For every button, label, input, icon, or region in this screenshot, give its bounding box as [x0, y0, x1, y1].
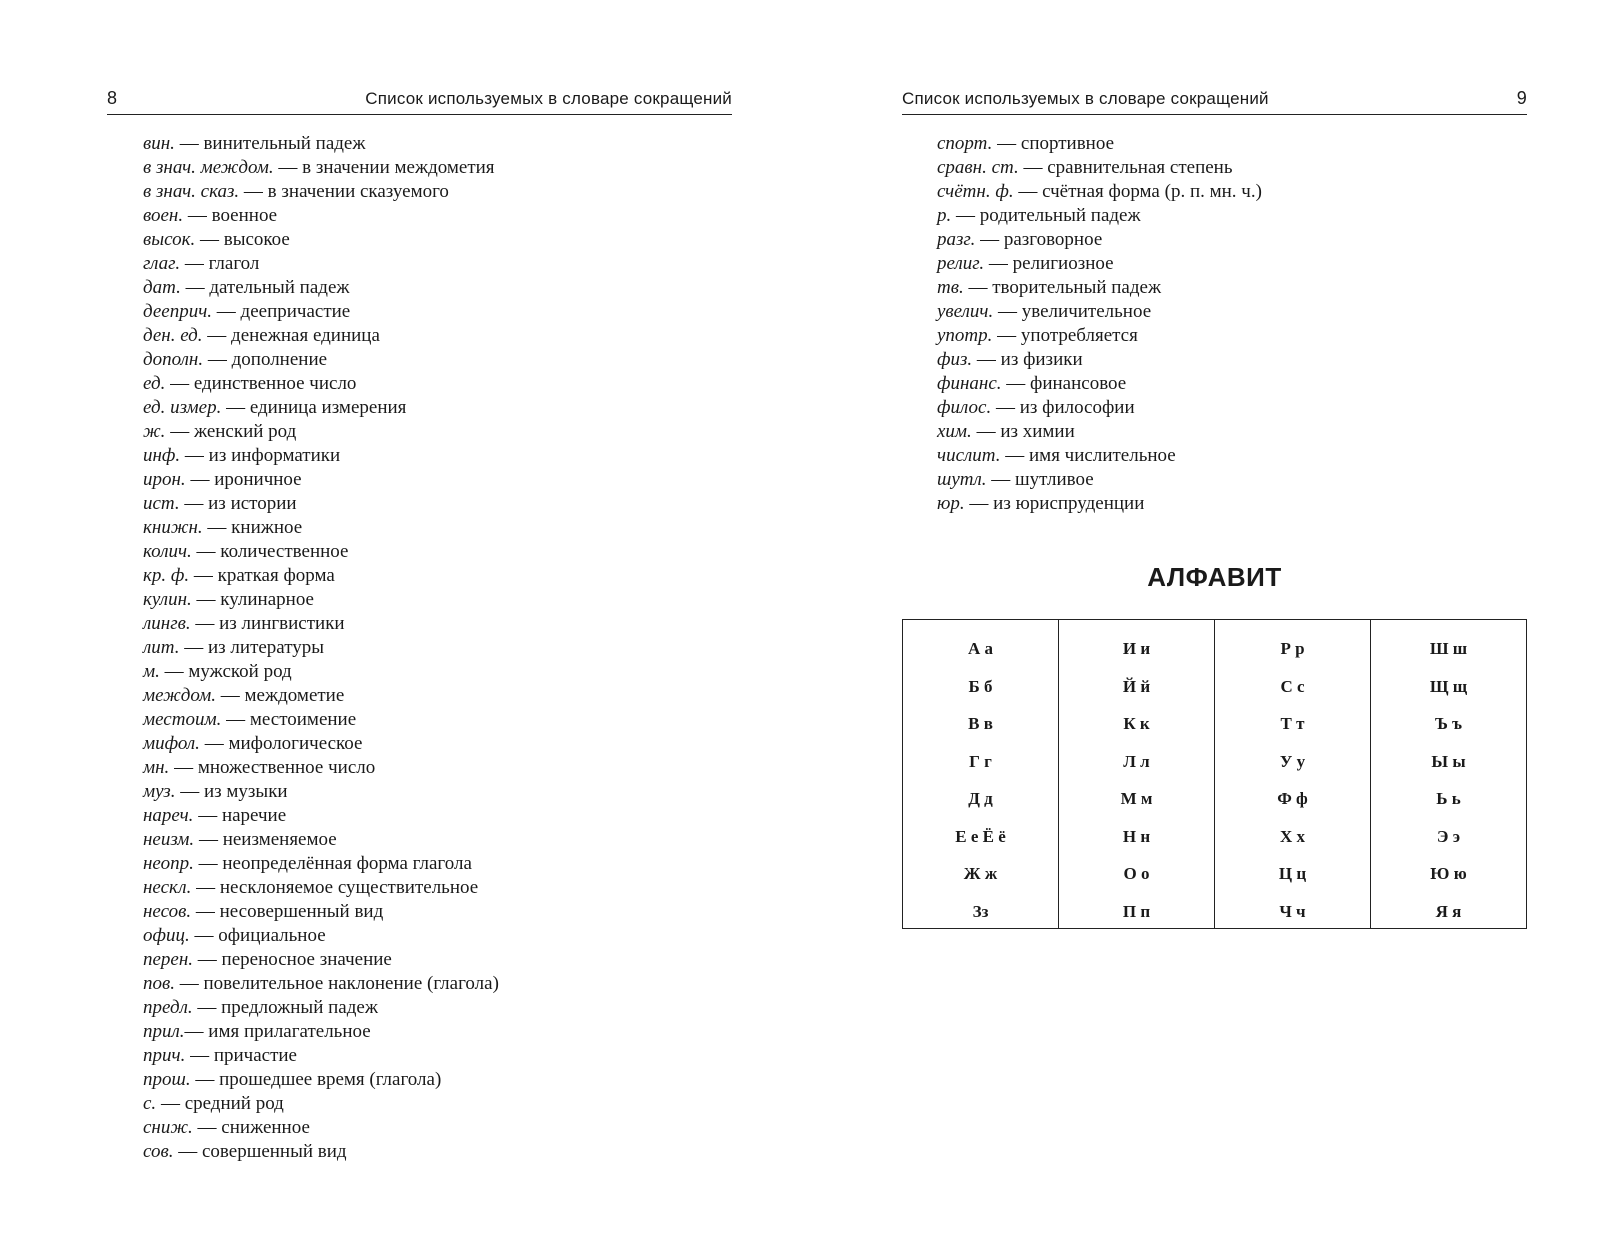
abbreviation-definition: — неопределённая форма глагола: [193, 853, 472, 874]
abbreviation-term: числит.: [937, 445, 1001, 466]
abbreviation-definition: — винительный падеж: [174, 133, 366, 154]
abbreviation-definition: — из физики: [972, 349, 1083, 370]
abbreviation-term: офиц.: [143, 925, 190, 946]
abbreviation-entry: [937, 204, 1557, 228]
abbreviation-term: прош.: [143, 1069, 191, 1090]
abbreviation-term: сравн. ст.: [937, 157, 1019, 178]
abbreviation-entry: [937, 156, 1557, 180]
abbreviation-definition: — деепричастие: [212, 301, 351, 322]
abbreviation-entry: [937, 348, 1557, 372]
alphabet-letter-pair: Щ щ: [1429, 676, 1468, 696]
page-number: 8: [107, 88, 118, 108]
abbreviation-definition: — высокое: [195, 229, 290, 250]
abbreviation-term: междом.: [143, 685, 217, 706]
abbreviation-definition: — из химии: [971, 421, 1075, 442]
abbreviation-entry: [143, 612, 763, 636]
abbreviation-definition: — из лингвистики: [190, 613, 345, 634]
alphabet-letter-pair: Б б: [968, 676, 993, 696]
abbreviation-term: счётн. ф.: [937, 181, 1014, 202]
abbreviation-entry: [143, 540, 763, 564]
abbreviation-definition: — женский род: [165, 421, 297, 442]
abbreviation-definition: — несклоняемое существительное: [191, 877, 479, 898]
abbreviation-entry: [937, 420, 1557, 444]
abbreviation-term: мн.: [143, 757, 170, 778]
abbreviation-definition: — несовершенный вид: [191, 901, 384, 922]
abbreviation-term: разг.: [937, 229, 976, 250]
alphabet-letter-pair: Е е Ё ё: [955, 826, 1006, 846]
abbreviation-definition: — имя числительное: [1000, 445, 1176, 466]
alphabet-letter-pair: Ч ч: [1279, 901, 1306, 921]
abbreviation-entry: [143, 1044, 763, 1068]
abbreviation-term: спорт.: [937, 133, 993, 154]
abbreviation-term: тв.: [937, 277, 964, 298]
abbreviation-term: ден. ед.: [143, 325, 203, 346]
abbreviation-term: сов.: [143, 1141, 174, 1162]
abbreviation-entry: [143, 924, 763, 948]
running-head: [902, 84, 1527, 115]
abbreviation-entry: [143, 396, 763, 420]
abbreviation-entry: [143, 420, 763, 444]
abbreviation-entry: [143, 732, 763, 756]
abbreviation-entry: [143, 852, 763, 876]
alphabet-heading: АЛФАВИТ: [1147, 562, 1282, 592]
abbreviation-term: глаг.: [143, 253, 181, 274]
alphabet-letter-pair: О о: [1123, 864, 1150, 883]
abbreviation-term: муз.: [143, 781, 176, 802]
abbreviation-term: р.: [937, 205, 952, 226]
abbreviation-definition: — книжное: [202, 517, 303, 538]
abbreviation-definition: — счётная форма (р. п. мн. ч.): [1013, 181, 1262, 202]
abbreviation-definition: — ироничное: [185, 469, 302, 490]
alphabet-letter-pair: Ь ь: [1436, 789, 1461, 808]
abbreviation-term: лит.: [143, 637, 180, 658]
abbreviation-term: вин.: [143, 133, 175, 154]
abbreviation-entry: [143, 444, 763, 468]
abbreviation-term: неизм.: [143, 829, 195, 850]
abbreviation-entry: [143, 348, 763, 372]
right-page: [810, 0, 1620, 1258]
abbreviation-definition: — сниженное: [192, 1117, 310, 1138]
abbreviation-entry: [143, 132, 763, 156]
abbreviation-entry: [143, 1116, 763, 1140]
abbreviation-entry: [143, 300, 763, 324]
abbreviation-entry: [143, 492, 763, 516]
abbreviation-definition: — краткая форма: [189, 565, 335, 586]
abbreviation-entry: [143, 276, 763, 300]
abbreviation-term: нареч.: [143, 805, 194, 826]
abbreviation-term: религ.: [937, 253, 985, 274]
abbreviation-term: физ.: [937, 349, 973, 370]
abbreviation-term: колич.: [143, 541, 192, 562]
abbreviation-term: ед. измер.: [143, 397, 222, 418]
abbreviation-definition: — шутливое: [986, 469, 1094, 490]
abbreviation-entry: [143, 780, 763, 804]
page-number: 9: [1516, 88, 1527, 108]
abbreviation-term: финанс.: [937, 373, 1002, 394]
abbreviation-entry: [937, 132, 1557, 156]
alphabet-letter-pair: Ф ф: [1277, 789, 1308, 808]
alphabet-letter-pair: Ы ы: [1431, 751, 1466, 771]
abbreviation-entry: [143, 756, 763, 780]
abbreviation-term: инф.: [143, 445, 181, 466]
abbreviation-entry: [143, 228, 763, 252]
abbreviation-entry: [937, 252, 1557, 276]
alphabet-letter-pair: Д д: [968, 789, 993, 808]
abbreviation-term: хим.: [937, 421, 972, 442]
abbreviation-entry: [143, 828, 763, 852]
abbreviation-term: воен.: [143, 205, 184, 226]
abbreviation-entry: [143, 1092, 763, 1116]
abbreviation-term: лингв.: [143, 613, 191, 634]
abbreviation-term: дееприч.: [143, 301, 213, 322]
abbreviation-entry: [143, 252, 763, 276]
abbreviation-entry: [143, 948, 763, 972]
abbreviation-entry: [937, 228, 1557, 252]
running-title: Список используемых в словаре сокращений: [902, 89, 1269, 108]
abbreviation-term: сниж.: [143, 1117, 193, 1138]
alphabet-letter-pair: К к: [1123, 714, 1150, 733]
abbreviation-definition: — единственное число: [165, 373, 357, 394]
abbreviation-definition: — мужской род: [159, 661, 292, 682]
running-title: Список используемых в словаре сокращений: [365, 89, 732, 108]
abbreviation-term: в знач. междом.: [143, 157, 274, 178]
abbreviation-term: дат.: [143, 277, 181, 298]
alphabet-letter-pair: И и: [1122, 639, 1151, 658]
abbreviation-definition: — в значении сказуемого: [239, 181, 449, 202]
abbreviation-list: [937, 132, 1557, 516]
abbreviation-entry: [143, 1140, 763, 1164]
abbreviation-definition: — родительный падеж: [951, 205, 1141, 226]
abbreviation-entry: [143, 156, 763, 180]
abbreviation-definition: — официальное: [189, 925, 326, 946]
abbreviation-entry: [143, 684, 763, 708]
alphabet-letter-pair: Ъ ъ: [1434, 714, 1463, 733]
abbreviation-term: дополн.: [143, 349, 204, 370]
abbreviation-definition: — из истории: [179, 493, 297, 514]
abbreviation-entry: [937, 492, 1557, 516]
abbreviation-definition: — междометие: [216, 685, 345, 706]
abbreviation-definition: — совершенный вид: [173, 1141, 347, 1162]
abbreviation-definition: — употребляется: [992, 325, 1138, 346]
alphabet-letter-pair: Зз: [972, 901, 989, 921]
alphabet-letter-pair: П п: [1122, 901, 1151, 921]
abbreviation-definition: — денежная единица: [202, 325, 380, 346]
alphabet-letter-pair: С с: [1280, 676, 1305, 696]
abbreviation-definition: — разговорное: [975, 229, 1103, 250]
abbreviation-definition: — имя прилагательное: [184, 1021, 371, 1042]
abbreviation-definition: — спортивное: [992, 133, 1115, 154]
alphabet-column: [1371, 620, 1526, 928]
alphabet-letter-pair: Э э: [1436, 826, 1461, 846]
abbreviation-entry: [143, 180, 763, 204]
abbreviation-definition: — в значении междометия: [273, 157, 495, 178]
abbreviation-term: шутл.: [937, 469, 987, 490]
abbreviation-entry: [937, 372, 1557, 396]
abbreviation-definition: — кулинарное: [191, 589, 314, 610]
abbreviation-term: м.: [143, 661, 160, 682]
abbreviation-definition: — причастие: [185, 1045, 297, 1066]
abbreviation-definition: — дательный падеж: [180, 277, 350, 298]
alphabet-letter-pair: Ж ж: [963, 864, 998, 883]
abbreviation-term: мифол.: [143, 733, 200, 754]
alphabet-letter-pair: Л л: [1123, 751, 1150, 771]
abbreviation-entry: [937, 180, 1557, 204]
abbreviation-entry: [143, 660, 763, 684]
abbreviation-term: кр. ф.: [143, 565, 190, 586]
abbreviation-entry: [143, 468, 763, 492]
abbreviation-definition: — увеличительное: [993, 301, 1152, 322]
alphabet-letter-pair: Ц ц: [1278, 864, 1307, 883]
abbreviation-definition: — религиозное: [984, 253, 1114, 274]
abbreviation-entry: [143, 996, 763, 1020]
abbreviation-definition: — наречие: [193, 805, 287, 826]
abbreviation-entry: [143, 636, 763, 660]
abbreviation-definition: — местоимение: [221, 709, 357, 730]
abbreviation-term: кулин.: [143, 589, 192, 610]
alphabet-letter-pair: Р р: [1280, 639, 1305, 658]
alphabet-letter-pair: Г г: [969, 751, 992, 771]
abbreviation-entry: [143, 900, 763, 924]
abbreviation-term: перен.: [143, 949, 194, 970]
abbreviation-term: прил.: [143, 1021, 185, 1042]
abbreviation-term: местоим.: [143, 709, 222, 730]
abbreviation-entry: [143, 972, 763, 996]
abbreviation-term: прич.: [143, 1045, 186, 1066]
abbreviation-term: ед.: [143, 373, 166, 394]
alphabet-table: [902, 619, 1527, 929]
alphabet-column: [903, 620, 1059, 928]
abbreviation-term: книжн.: [143, 517, 203, 538]
alphabet-letter-pair: А а: [967, 639, 994, 658]
alphabet-column: [1215, 620, 1371, 928]
abbreviation-definition: — из юриспруденции: [964, 493, 1145, 514]
alphabet-letter-pair: У у: [1279, 751, 1306, 771]
abbreviation-term: предл.: [143, 997, 193, 1018]
abbreviation-term: с.: [143, 1093, 157, 1114]
abbreviation-definition: — единица измерения: [221, 397, 407, 418]
abbreviation-term: несов.: [143, 901, 192, 922]
abbreviation-entry: [143, 804, 763, 828]
abbreviation-definition: — множественное число: [169, 757, 376, 778]
abbreviation-entry: [143, 588, 763, 612]
abbreviation-term: в знач. сказ.: [143, 181, 240, 202]
abbreviation-entry: [143, 564, 763, 588]
abbreviation-definition: — из музыки: [175, 781, 288, 802]
abbreviation-definition: — сравнительная степень: [1018, 157, 1233, 178]
abbreviation-term: юр.: [937, 493, 965, 514]
abbreviation-term: ист.: [143, 493, 180, 514]
abbreviation-entry: [937, 468, 1557, 492]
abbreviation-definition: — переносное значение: [193, 949, 392, 970]
abbreviation-entry: [143, 372, 763, 396]
abbreviation-entry: [143, 876, 763, 900]
alphabet-letter-pair: М м: [1120, 789, 1153, 808]
abbreviation-term: высок.: [143, 229, 196, 250]
abbreviation-entry: [143, 1068, 763, 1092]
abbreviation-term: увелич.: [937, 301, 994, 322]
abbreviation-definition: — из информатики: [180, 445, 341, 466]
abbreviation-entry: [937, 444, 1557, 468]
alphabet-letter-pair: В в: [968, 714, 993, 733]
alphabet-letter-pair: Н н: [1122, 826, 1151, 846]
alphabet-letter-pair: Ю ю: [1430, 864, 1467, 883]
abbreviation-definition: — из философии: [991, 397, 1135, 418]
abbreviation-definition: — средний род: [156, 1093, 284, 1114]
abbreviation-entry: [143, 708, 763, 732]
abbreviation-list: [143, 132, 763, 1164]
abbreviation-entry: [937, 276, 1557, 300]
alphabet-letter-pair: Ш ш: [1429, 639, 1468, 658]
alphabet-letter-pair: Й й: [1122, 676, 1151, 696]
abbreviation-definition: — глагол: [180, 253, 260, 274]
abbreviation-definition: — военное: [183, 205, 278, 226]
abbreviation-definition: — мифологическое: [199, 733, 363, 754]
abbreviation-term: пов.: [143, 973, 175, 994]
abbreviation-definition: — предложный падеж: [192, 997, 378, 1018]
abbreviation-definition: — творительный падеж: [963, 277, 1162, 298]
abbreviation-entry: [143, 324, 763, 348]
abbreviation-term: нескл.: [143, 877, 192, 898]
alphabet-column: [1059, 620, 1215, 928]
abbreviation-entry: [937, 396, 1557, 420]
abbreviation-definition: — неизменяемое: [194, 829, 337, 850]
alphabet-letter-pair: Т т: [1280, 714, 1305, 733]
abbreviation-term: употр.: [937, 325, 993, 346]
alphabet-letter-pair: Я я: [1435, 901, 1462, 921]
abbreviation-definition: — финансовое: [1001, 373, 1127, 394]
abbreviation-entry: [143, 204, 763, 228]
abbreviation-term: филос.: [937, 397, 992, 418]
abbreviation-definition: — повелительное наклонение (глагола): [175, 973, 499, 994]
abbreviation-definition: — из литературы: [179, 637, 325, 658]
abbreviation-definition: — количественное: [191, 541, 349, 562]
running-head: [107, 84, 732, 115]
abbreviation-term: ирон.: [143, 469, 186, 490]
abbreviation-term: ж.: [143, 421, 166, 442]
abbreviation-entry: [937, 300, 1557, 324]
alphabet-letter-pair: Х х: [1279, 826, 1306, 846]
abbreviation-entry: [937, 324, 1557, 348]
abbreviation-entry: [143, 1020, 763, 1044]
abbreviation-definition: — прошедшее время (глагола): [190, 1069, 442, 1090]
abbreviation-definition: — дополнение: [203, 349, 328, 370]
abbreviation-entry: [143, 516, 763, 540]
abbreviation-term: неопр.: [143, 853, 194, 874]
